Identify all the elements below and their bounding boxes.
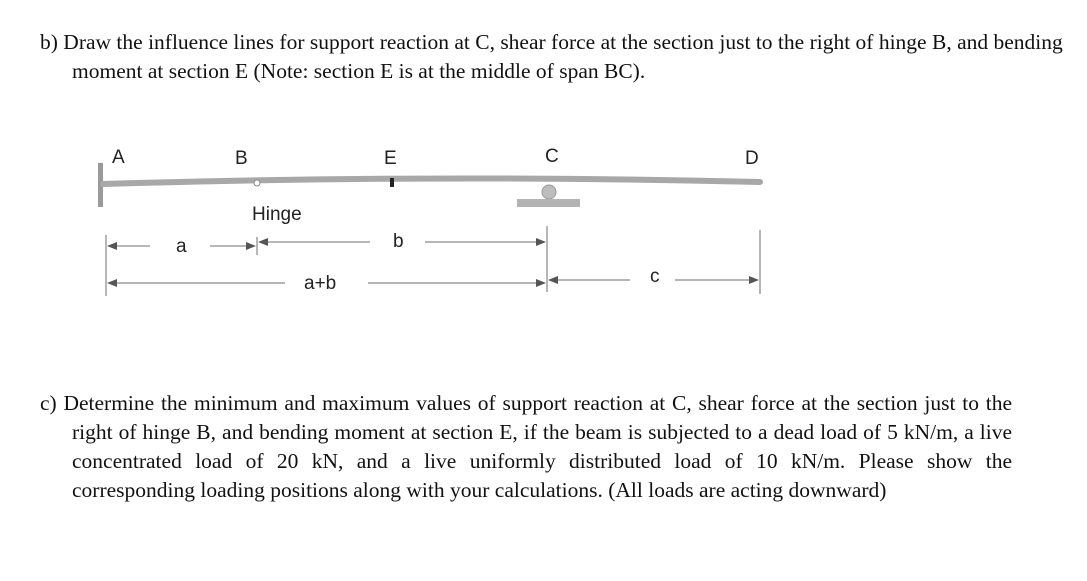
dimension-c-label: c — [650, 266, 660, 287]
beam — [103, 178, 760, 184]
support-ground-c — [517, 199, 580, 207]
label-point-c: C — [545, 146, 559, 167]
dimension-b-label: b — [393, 231, 404, 252]
label-point-a: A — [112, 147, 125, 168]
dimension-a-label: a — [176, 236, 187, 257]
label-point-b: B — [235, 148, 248, 169]
label-hinge: Hinge — [252, 204, 302, 225]
roller-support-c — [542, 185, 556, 199]
hinge-b — [254, 180, 260, 186]
question-c-label: c) — [40, 391, 57, 415]
question-b-text: Draw the influence lines for support reaction at C, shear force at the section just to the right of hinge B, and bending moment at section E (Note: section E is at the middle of span BC). — [63, 30, 1063, 83]
question-c — [40, 389, 1012, 505]
section-mark-e — [390, 178, 394, 187]
dimension-ab-label: a+b — [304, 273, 337, 294]
label-point-d: D — [745, 148, 759, 169]
label-point-e: E — [384, 148, 397, 169]
question-b-label: b) — [40, 30, 58, 54]
question-c-text: Determine the minimum and maximum values of support reaction at C, shear force at the section just to the right of hinge B, and bending moment at section E, if the beam is subjected to a dead load of 5 kN/m, a live concentrated load of 20 kN, and a live uniformly distributed load of 10 kN/m. Please show the corresponding loading positions along with your calculations. (All loads are acting downward) — [63, 391, 1013, 502]
